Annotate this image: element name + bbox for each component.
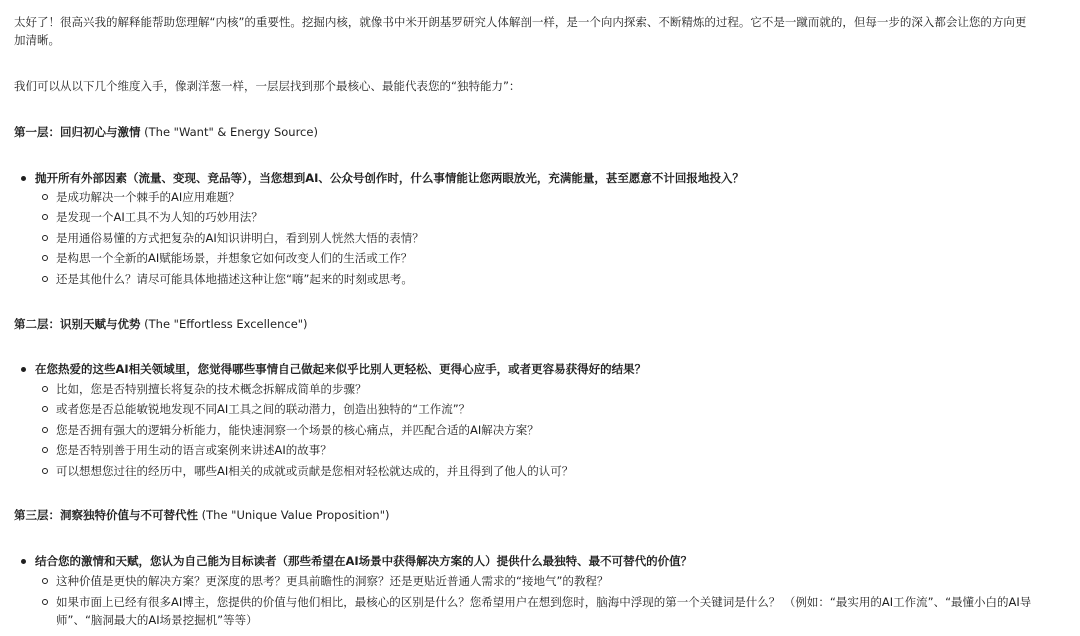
layer-heading (14, 123, 318, 141)
sub-list-text: 您是否拥有强大的逻辑分析能力，能快速洞察一个场景的核心痛点，并匹配合适的AI解决方案？ (56, 423, 539, 437)
sub-list-text: 如果市面上已经有很多AI博主，您提供的价值与他们相比，最核心的区别是什么？您希望用户在想到您时，脑海中浮现的第一个关键词是什么？ （例如：“最实用的AI工作流”、“最懂小白的AI导师”、“脑洞最大的AI场景挖掘机”等等） (56, 595, 1032, 627)
sub-list-item (42, 229, 1034, 247)
layer-title: 第三层：洞察独特价值与不可替代性 (14, 508, 198, 522)
layer-subtitle: (The "Unique Value Proposition") (198, 508, 390, 522)
sub-list-item (42, 441, 1034, 459)
list-item (21, 552, 1031, 570)
sub-list-item (42, 208, 1034, 226)
layer-question: 结合您的激情和天赋，您认为自己能为目标读者（那些希望在AI场景中获得解决方案的人）提供什么最独特、最不可替代的价值？ (35, 554, 693, 568)
layer-question: 抛开所有外部因素（流量、变现、竞品等），当您想到AI、公众号创作时，什么事情能让您两眼放光，充满能量，甚至愿意不计回报地投入？ (35, 171, 744, 185)
sub-list-item (42, 188, 1034, 206)
sub-list-item (42, 400, 1034, 418)
sub-list-item (42, 270, 1034, 288)
layer-title: 第一层：回归初心与激情 (14, 125, 141, 139)
list-item (21, 360, 1031, 378)
sub-list-item (42, 572, 1034, 590)
sub-list-text: 是用通俗易懂的方式把复杂的AI知识讲明白，看到别人恍然大悟的表情？ (56, 231, 424, 245)
sub-list-text: 或者您是否总能敏锐地发现不同AI工具之间的联动潜力，创造出独特的“工作流”？ (56, 402, 471, 416)
layer-subtitle: (The "Want" & Energy Source) (140, 125, 318, 139)
layer-title: 第二层：识别天赋与优势 (14, 317, 141, 331)
sub-list-item (42, 380, 1034, 398)
sub-list-text: 还是其他什么？请尽可能具体地描述这种让您“嗨”起来的时刻或思考。 (56, 272, 413, 286)
intro-paragraph: 太好了！很高兴我的解释能帮助您理解“内核”的重要性。挖掘内核，就像书中米开朗基罗研究人体解剖一样，是一个向内探索、不断精炼的过程。它不是一蹴而就的，但每一步的深入都会让您的方向更加清晰。 (14, 15, 1027, 47)
sub-list-item (42, 462, 1034, 480)
sub-list-item (42, 249, 1034, 267)
sub-list-item (42, 593, 1034, 629)
sub-list-text: 您是否特别善于用生动的语言或案例来讲述AI的故事？ (56, 443, 332, 457)
layer-subtitle: (The "Effortless Excellence") (140, 317, 308, 331)
sub-list-text: 是发现一个AI工具不为人知的巧妙用法？ (56, 210, 263, 224)
sub-list-text: 这种价值是更快的解决方案？更深度的思考？更具前瞻性的洞察？还是更贴近普通人需求的“接地气”的教程？ (56, 574, 609, 588)
layer-heading (14, 315, 308, 333)
sub-list-text: 可以想想您过往的经历中，哪些AI相关的成就或贡献是您相对轻松就达成的，并且得到了他人的认可？ (56, 464, 574, 478)
sub-list-text: 是成功解决一个棘手的AI应用难题？ (56, 190, 240, 204)
sub-list-text: 比如，您是否特别擅长将复杂的技术概念拆解成简单的步骤？ (56, 382, 367, 396)
sub-list-text: 是构思一个全新的AI赋能场景，并想象它如何改变人们的生活或工作？ (56, 251, 413, 265)
sub-list-item (42, 421, 1034, 439)
list-item (21, 169, 1031, 187)
layer-question: 在您热爱的这些AI相关领域里，您觉得哪些事情自己做起来似乎比别人更轻松、更得心应手，或者更容易获得好的结果？ (35, 362, 647, 376)
intro-paragraph: 我们可以从以下几个维度入手，像剥洋葱一样，一层层找到那个最核心、最能代表您的“独特能力”： (14, 79, 521, 93)
layer-heading (14, 506, 390, 524)
